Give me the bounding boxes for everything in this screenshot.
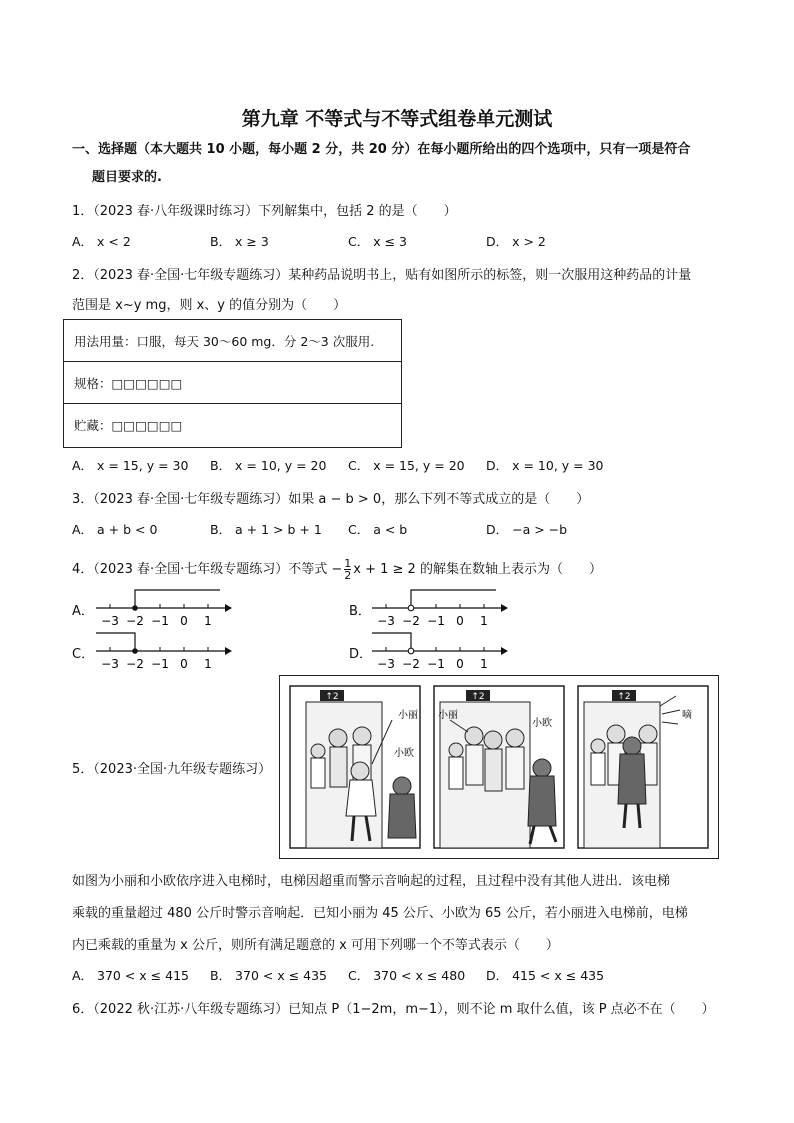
section-heading-cont: 题目要求的. — [92, 170, 162, 185]
question-2-stem-cont: 范围是 x~y mg，则 x、y 的值分别为（ ） — [72, 298, 347, 313]
q1-option-d: D． x > 2 — [486, 234, 546, 249]
tick-label: −3 — [377, 657, 395, 671]
tick-label: −3 — [101, 657, 119, 671]
page-title: 第九章 不等式与不等式组卷单元测试 — [241, 108, 553, 130]
label-xiaoli: 小丽 — [438, 710, 458, 721]
fraction-denominator: 2 — [344, 569, 352, 582]
tick-label: −2 — [126, 614, 144, 628]
question-6-stem: 6．（2022 秋·江苏·八年级专题练习）已知点 P（1−2m，m−1），则不论 m 取什么值，该 P 点必不在（ ） — [72, 1002, 715, 1017]
question-5-stem: 5．（2023·全国·九年级专题练习） — [72, 762, 272, 777]
q1-option-b: B． x ≥ 3 — [210, 234, 269, 249]
tick-label: 1 — [204, 614, 212, 628]
label-row-storage: 贮藏：□□□□□□ — [74, 418, 183, 433]
tick-label: 1 — [480, 614, 488, 628]
tick-label: −2 — [126, 657, 144, 671]
number-line-b — [366, 584, 516, 628]
question-3-stem: 3．（2023 春·全国·七年级专题练习）如果 a − b > 0，那么下列不等式成立的是（ ） — [72, 492, 590, 507]
q4-option-c-letter: C． — [72, 647, 95, 662]
elevator-illustration — [279, 675, 719, 859]
tick-label: −2 — [402, 657, 420, 671]
tick-label: −1 — [151, 614, 169, 628]
label-row-dosage: 用法用量：口服，每天 30～60 mg．分 2～3 次服用. — [64, 320, 401, 362]
q5-body-line2: 乘载的重量超过 480 公斤时警示音响起．已知小丽为 45 公斤、小欧为 65 公斤，若小丽进入电梯前，电梯 — [72, 906, 688, 921]
q5-option-a: A． 370 < x ≤ 415 — [72, 968, 189, 983]
fraction-numerator: 1 — [344, 557, 352, 570]
comic-panel-2 — [434, 686, 564, 848]
tick-label: −3 — [101, 614, 119, 628]
label-row-spec: 规格：□□□□□□ — [64, 362, 401, 404]
q5-option-c: C． 370 < x ≤ 480 — [348, 968, 466, 983]
question-1-stem: 1．（2023 春·八年级课时练习）下列解集中，包括 2 的是（ ） — [72, 204, 457, 219]
tick-label: 1 — [480, 657, 488, 671]
tick-label: −1 — [151, 657, 169, 671]
floor-indicator: ↑2 — [471, 692, 485, 702]
comic-panel-3 — [578, 686, 708, 848]
q3-option-a: A． a + b < 0 — [72, 522, 158, 537]
question-4-stem — [72, 558, 602, 581]
q2-option-b: B． x = 10, y = 20 — [210, 458, 327, 473]
q3-option-d: D． −a > −b — [486, 522, 568, 537]
tick-label: −1 — [427, 657, 445, 671]
number-line-c — [90, 627, 240, 671]
q2-option-a: A． x = 15, y = 30 — [72, 458, 189, 473]
floor-indicator: ↑2 — [325, 692, 339, 702]
tick-label: 0 — [456, 614, 464, 628]
q1-option-c: C． x ≤ 3 — [348, 234, 407, 249]
tick-label: 0 — [180, 614, 188, 628]
number-line-d — [366, 627, 516, 671]
label-xiaoou: 小欧 — [532, 718, 552, 729]
fraction — [344, 558, 351, 581]
q4-option-a-letter: A． — [72, 604, 94, 619]
q4-option-b-letter: B． — [349, 604, 371, 619]
q2-option-c: C． x = 15, y = 20 — [348, 458, 465, 473]
q3-option-c: C． a < b — [348, 522, 408, 537]
q5-option-b: B． 370 < x ≤ 435 — [210, 968, 328, 983]
tick-label: −3 — [377, 614, 395, 628]
question-2-stem: 2．（2023 春·全国·七年级专题练习）某种药品说明书上，贴有如图所示的标签，则一次服用这种药品的计量 — [72, 268, 692, 283]
medicine-label-box — [63, 319, 402, 448]
number-line-a — [90, 584, 240, 628]
comic-panel-1 — [290, 686, 420, 848]
floor-indicator: ↑2 — [617, 692, 631, 702]
tick-label: 0 — [456, 657, 464, 671]
q5-option-d: D． 415 < x ≤ 435 — [486, 968, 605, 983]
q5-body-line3: 内已乘载的重量为 x 公斤，则所有满足题意的 x 可用下列哪一个不等式表示（ ） — [72, 938, 559, 953]
tick-label: −1 — [427, 614, 445, 628]
q4-option-d-letter: D． — [349, 647, 373, 662]
q3-option-b: B． a + 1 > b + 1 — [210, 522, 322, 537]
section-heading: 一、选择题（本大题共 10 小题，每小题 2 分，共 20 分）在每小题所给出的四个选项中，只有一项是符合 — [72, 142, 691, 157]
q5-body-line1: 如图为小丽和小欧依序进入电梯时，电梯因超重而警示音响起的过程，且过程中没有其他人进出．该电梯 — [72, 874, 671, 889]
tick-label: −2 — [402, 614, 420, 628]
elevator-comic-svg — [280, 676, 718, 858]
q4-stem-pre: 4．（2023 春·全国·七年级专题练习）不等式 − — [72, 562, 343, 577]
tick-label: 1 — [204, 657, 212, 671]
label-beep: 嘀 — [682, 710, 692, 721]
q2-option-d: D． x = 10, y = 30 — [486, 458, 604, 473]
q1-option-a: A． x < 2 — [72, 234, 131, 249]
tick-label: 0 — [180, 657, 188, 671]
label-xiaoli: 小丽 — [398, 710, 418, 721]
q4-stem-post: x + 1 ≥ 2 的解集在数轴上表示为（ ） — [353, 562, 602, 577]
label-xiaoou: 小欧 — [394, 748, 414, 759]
